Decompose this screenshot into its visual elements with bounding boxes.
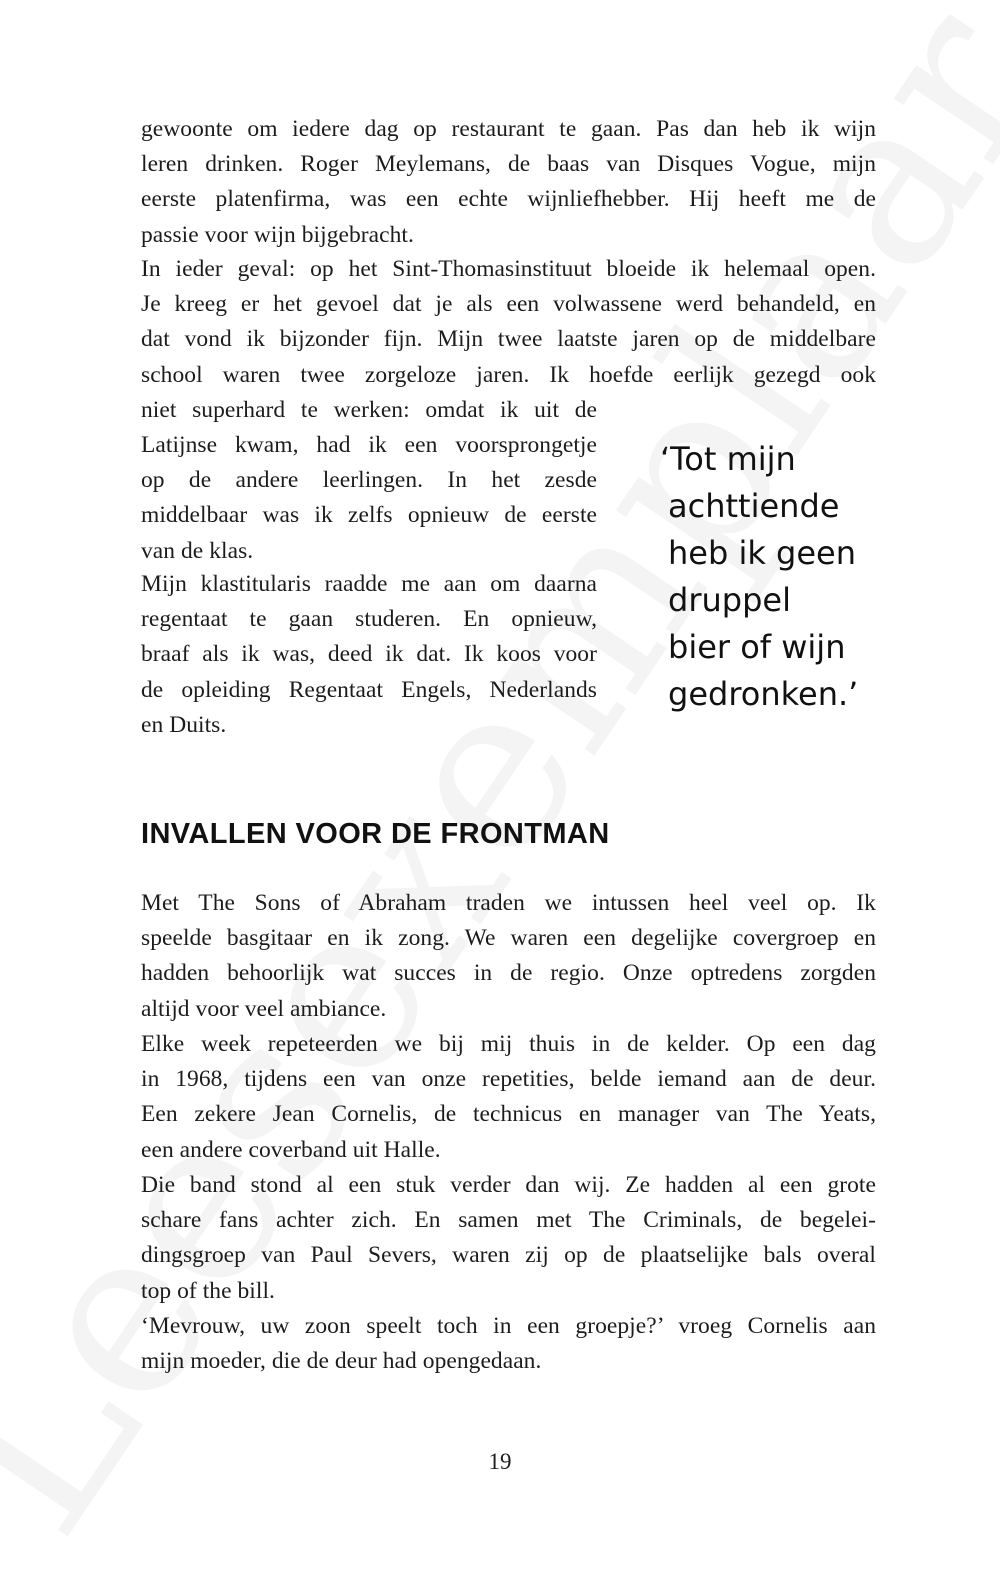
text-line: leren drinken. Roger Meylemans, de baas van Disques Vogue, mijn bbox=[141, 151, 876, 178]
text-line: In ieder geval: op het Sint-Thomasinstituut bloeide ik helemaal open. bbox=[141, 256, 876, 282]
text-line: in 1968, tijdens een van onze repetities, belde iemand aan de deur. bbox=[141, 1066, 876, 1093]
section-heading: INVALLEN VOOR DE FRONTMAN bbox=[141, 818, 610, 850]
pull-quote-line: gedronken.’ bbox=[668, 675, 859, 713]
text-line: regentaat te gaan studeren. En opnieuw, bbox=[141, 606, 597, 633]
body-paragraph bbox=[141, 1168, 876, 1309]
text-line: op de andere leerlingen. In het zesde bbox=[141, 467, 597, 494]
pull-quote-line: druppel bbox=[668, 581, 791, 619]
text-line: middelbaar was ik zelfs opnieuw de eerste bbox=[141, 502, 597, 529]
pull-quote-line: heb ik geen bbox=[668, 534, 857, 572]
text-line: Een zekere Jean Cornelis, de technicus en manager van The Yeats, bbox=[141, 1101, 876, 1128]
text-line: passie voor wijn bijgebracht. bbox=[141, 221, 414, 248]
pull-quote-line: ‘Tot mijn bbox=[660, 440, 796, 478]
text-line: eerste platenfirma, was een echte wijnliefhebber. Hij heeft me de bbox=[141, 186, 876, 213]
page-number: 19 bbox=[488, 1449, 512, 1474]
text-line: van de klas. bbox=[141, 537, 254, 564]
text-line: de opleiding Regentaat Engels, Nederlands bbox=[141, 676, 597, 703]
text-line: top of the bill. bbox=[141, 1277, 275, 1304]
pull-quote-line: achttiende bbox=[668, 487, 840, 525]
text-line: Met The Sons of Abraham traden we intussen heel veel op. Ik bbox=[141, 890, 876, 916]
text-line: een andere coverband uit Halle. bbox=[141, 1136, 441, 1163]
body-paragraph bbox=[141, 112, 876, 253]
text-line: hadden behoorlijk wat succes in de regio. Onze optredens zorgden bbox=[141, 960, 876, 987]
text-line: school waren twee zorgeloze jaren. Ik hoefde eerlijk gezegd ook bbox=[141, 361, 876, 388]
body-paragraph bbox=[141, 886, 876, 1027]
text-line: niet superhard te werken: omdat ik uit de bbox=[141, 396, 597, 423]
pull-quote bbox=[660, 436, 898, 718]
pull-quote-line: bier of wijn bbox=[668, 628, 846, 666]
text-line: ‘Mevrouw, uw zoon speelt toch in een groepje?’ vroeg Cornelis aan bbox=[141, 1313, 876, 1339]
text-line: Je kreeg er het gevoel dat je als een volwassene werd behandeld, en bbox=[141, 291, 876, 318]
text-line: schare fans achter zich. En samen met The Criminals, de begelei- bbox=[141, 1207, 876, 1234]
body-paragraph bbox=[141, 1309, 876, 1379]
text-line: speelde basgitaar en ik zong. We waren een degelijke covergroep en bbox=[141, 925, 876, 952]
body-paragraph bbox=[141, 1027, 876, 1168]
body-paragraph bbox=[141, 567, 597, 743]
text-line: Mijn klastitularis raadde me aan om daarna bbox=[141, 571, 597, 597]
text-line: dat vond ik bijzonder fijn. Mijn twee laatste jaren op de middelbare bbox=[141, 326, 876, 353]
text-line: Die band stond al een stuk verder dan wij. Ze hadden al een grote bbox=[141, 1172, 876, 1198]
text-line: braaf als ik was, deed ik dat. Ik koos voor bbox=[141, 641, 597, 668]
text-line: dingsgroep van Paul Severs, waren zij op de plaatselijke bals overal bbox=[141, 1242, 876, 1269]
text-line: altijd voor veel ambiance. bbox=[141, 995, 387, 1022]
text-line: en Duits. bbox=[141, 711, 227, 738]
text-line: Elke week repeteerden we bij mij thuis in de kelder. Op een dag bbox=[141, 1031, 876, 1057]
text-line: gewoonte om iedere dag op restaurant te gaan. Pas dan heb ik wijn bbox=[141, 116, 876, 142]
text-line: mijn moeder, die de deur had opengedaan. bbox=[141, 1348, 542, 1375]
text-line: Latijnse kwam, had ik een voorsprongetje bbox=[141, 432, 597, 459]
